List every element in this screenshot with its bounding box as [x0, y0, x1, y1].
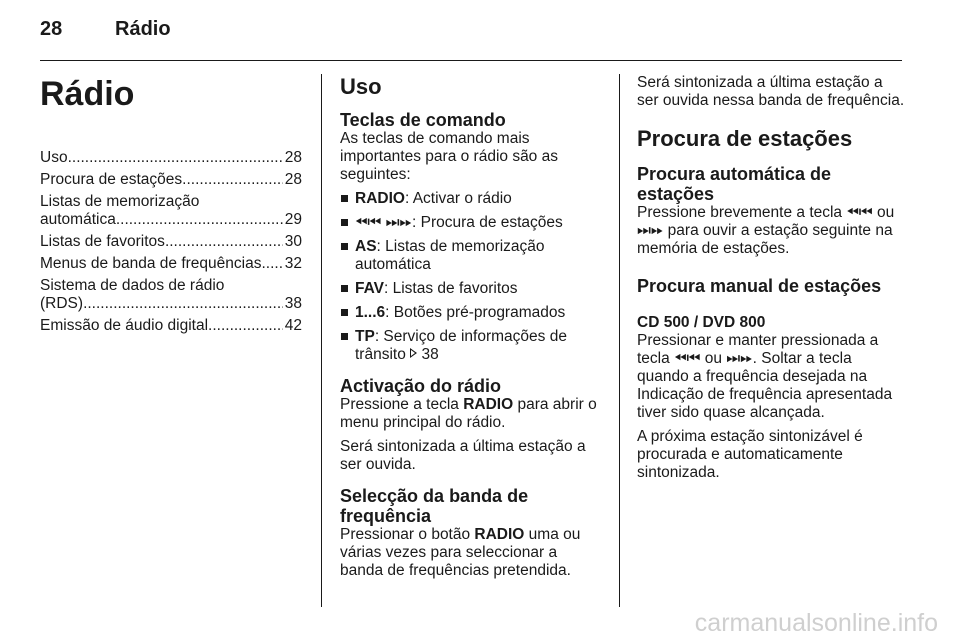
header-rule: [40, 60, 902, 61]
activacao-paragraph-1: Pressione a tecla RADIO para abrir o menu principal do rádio.: [340, 396, 597, 431]
toc-page: 42: [284, 317, 302, 334]
section-heading-procura: Procura de estações: [637, 126, 853, 151]
bullet-icon: [341, 285, 348, 292]
seleccao-paragraph: Pressionar o botão RADIO uma ou várias vezes para seleccionar a banda de frequências pretendida.: [340, 526, 581, 579]
column-divider-2: [619, 74, 620, 607]
page-reference[interactable]: 38: [421, 346, 439, 363]
toc-item-rds[interactable]: Sistema de dados de rádio (RDS) ..... 38: [40, 277, 302, 313]
list-item: ⏪︎⏮︎ ⏭︎⏩︎: Procura de estações: [340, 214, 598, 232]
table-of-contents: [40, 149, 302, 335]
toc-item-menus-banda[interactable]: Menus de banda de frequências ..... 32: [40, 255, 302, 273]
list-item: RADIO: Activar o rádio: [340, 190, 598, 208]
bullet-icon: [341, 333, 348, 340]
manual-paragraph-2: A próxima estação sintonizável é procurada e automaticamente sintonizada.: [637, 428, 863, 481]
list-item: FAV: Listas de favoritos: [340, 280, 598, 298]
toc-page: 38: [284, 295, 302, 312]
intro-paragraph: Será sintonizada a última estação a ser ouvida nessa banda de frequência.: [637, 74, 905, 109]
toc-page: 30: [284, 233, 302, 250]
page-reference-icon: [410, 348, 417, 358]
toc-page: 28: [284, 171, 302, 188]
seek-forward-icon: ⏭︎⏩︎: [637, 222, 664, 239]
bullet-icon: [341, 195, 348, 202]
toc-item-emissao-digital[interactable]: Emissão de áudio digital ..... 42: [40, 317, 302, 335]
seek-back-icon: ⏪︎⏮︎: [846, 204, 873, 221]
toc-item-favoritos[interactable]: Listas de favoritos ..... 30: [40, 233, 302, 251]
toc-page: 32: [284, 255, 302, 272]
section-heading-uso: Uso: [340, 74, 382, 99]
manual-paragraph-1: Pressionar e manter pressionada a tecla ⏪︎⏮︎ ou ⏭︎⏩︎. Soltar a tecla quando a frequência desejada na Indicação de frequência apresentada tiver sido quase alcançada.: [637, 332, 893, 421]
subheading-teclas: Teclas de comando: [340, 110, 506, 130]
page-header: [40, 18, 902, 58]
subheading-manual: Procura manual de estações: [637, 276, 882, 296]
chapter-title: Rádio: [40, 75, 135, 113]
running-title: Rádio: [115, 18, 171, 40]
toc-item-listas-memorizacao[interactable]: Listas de memorização automática ..... 29: [40, 193, 302, 229]
teclas-intro: As teclas de comando mais importantes para o rádio são as seguintes:: [340, 130, 558, 183]
toc-page: 28: [284, 149, 302, 166]
seek-forward-icon: ⏭︎⏩︎: [726, 350, 753, 367]
toc-item-procura[interactable]: Procura de estações ..... 28: [40, 171, 302, 189]
list-item: TP: Serviço de informações de trânsito 38: [340, 328, 598, 364]
subheading-activacao: Activação do rádio: [340, 376, 502, 396]
bullet-icon: [341, 219, 348, 226]
watermark: carmanualsonline.info: [694, 609, 938, 637]
bullet-icon: [341, 243, 348, 250]
toc-column: [40, 74, 302, 339]
toc-item-uso[interactable]: Uso ..... 28: [40, 149, 302, 167]
subheading-automatica: Procura automática de estações: [637, 164, 832, 204]
toc-page: 29: [284, 211, 302, 228]
subheading-seleccao: Selecção da banda de frequência: [340, 486, 529, 526]
column-divider-1: [321, 74, 322, 607]
page-number: 28: [40, 18, 63, 40]
seek-keys-icon: ⏪︎⏮︎ ⏭︎⏩︎: [355, 214, 413, 231]
bullet-icon: [341, 309, 348, 316]
activacao-paragraph-2: Será sintonizada a última estação a ser ouvida.: [340, 438, 586, 473]
list-item: AS: Listas de memorização automática: [340, 238, 598, 274]
automatica-paragraph: Pressione brevemente a tecla ⏪︎⏮︎ ou ⏭︎⏩︎ para ouvir a estação seguinte na memória de estações.: [637, 204, 895, 257]
seek-back-icon: ⏪︎⏮︎: [674, 350, 701, 367]
content-column-2: [340, 74, 598, 586]
model-heading: CD 500 / DVD 800: [637, 314, 766, 331]
list-item: 1...6: Botões pré-programados: [340, 304, 598, 322]
control-keys-list: [340, 190, 598, 364]
content-column-3: [637, 74, 905, 488]
